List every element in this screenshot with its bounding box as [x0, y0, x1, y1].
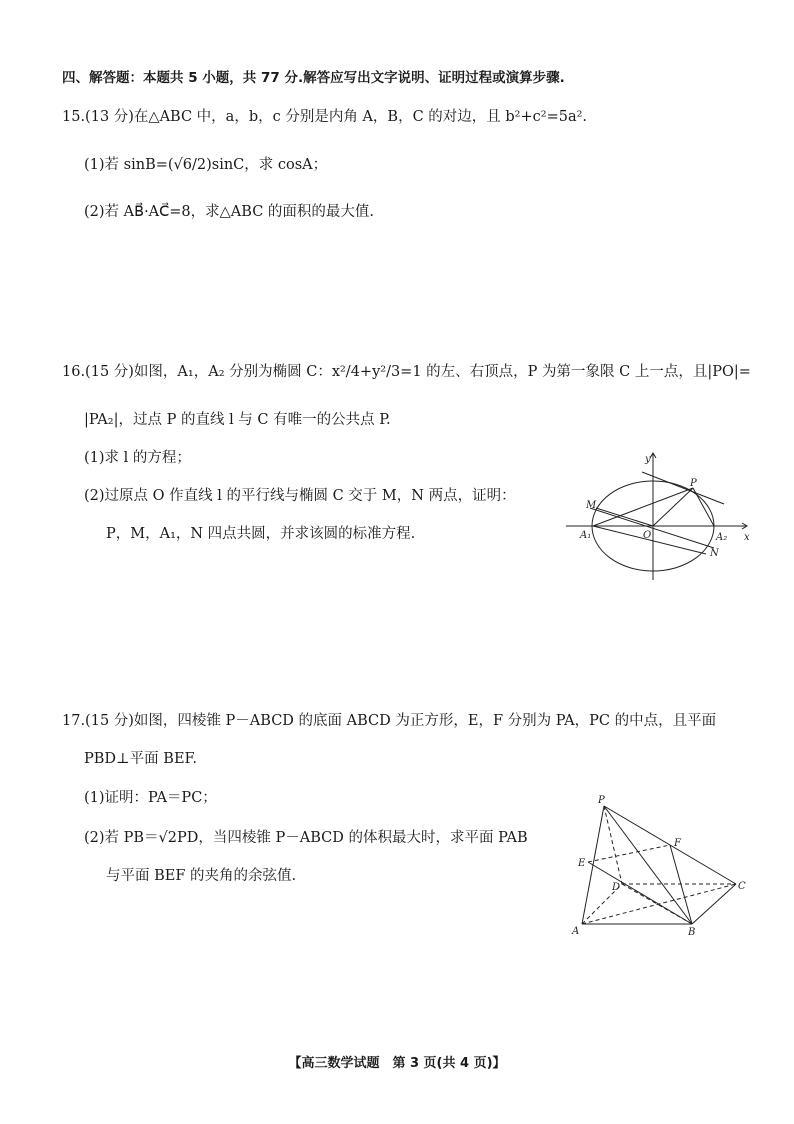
problem-16-part-2: (2)过原点 O 作直线 l 的平行线与椭圆 C 交于 M，N 两点，证明： [84, 488, 516, 504]
problem-16-statement: 16.(15 分)如图，A₁，A₂ 分别为椭圆 C：x²/4+y²/3=1 的左、右顶点，P 为第一象限 C 上一点，且|PO|= [62, 364, 751, 380]
problem-15-statement: 15.(13 分)在△ABC 中，a，b，c 分别是内角 A，B，C 的对边，且 b²+c²=5a². [62, 109, 588, 125]
problem-17-statement-cont: PBD⊥平面 BEF. [84, 751, 197, 767]
segment-a1-p [593, 488, 693, 526]
label-b: B [688, 927, 696, 938]
segment-o-p [653, 488, 693, 526]
edge-pb [604, 806, 692, 924]
label-d: D [612, 882, 621, 893]
problem-16-part-2-cont: P，M，A₁，N 四点共圆，并求该圆的标准方程. [106, 526, 416, 542]
problem-17-part-1: (1)证明：PA＝PC； [84, 790, 217, 806]
label-a: A [572, 926, 580, 937]
problem-17-part-2-cont: 与平面 BEF 的夹角的余弦值. [106, 868, 297, 884]
line-mn [590, 508, 714, 548]
label-o: O [643, 530, 652, 541]
segment-ef [588, 845, 670, 862]
segment-a2-p [693, 488, 714, 526]
problem-15-part-1: (1)若 sinB=(√6/2)sinC，求 cosA； [84, 157, 328, 173]
label-x: x [744, 532, 750, 543]
label-p: P [598, 795, 605, 806]
label-n: N [710, 548, 719, 559]
segment-m-o [596, 508, 653, 526]
problem-17-part-2: (2)若 PB＝√2PD，当四棱锥 P－ABCD 的体积最大时，求平面 PAB [84, 830, 528, 846]
label-c: C [738, 881, 746, 892]
diagonal-ac [582, 884, 736, 924]
label-a2: A₂ [716, 532, 728, 543]
problem-17-statement: 17.(15 分)如图，四棱锥 P－ABCD 的底面 ABCD 为正方形，E，F 分别为 PA，PC 的中点，且平面 [62, 713, 717, 729]
pyramid-figure [570, 792, 750, 938]
label-p: P [690, 478, 697, 489]
problem-16-part-1: (1)求 l 的方程； [84, 450, 191, 466]
problem-15-part-2: (2)若 AB⃗·AC⃗=8，求△ABC 的面积的最大值. [84, 204, 375, 220]
tangent-line-l [642, 472, 724, 504]
segment-eb [588, 862, 692, 924]
problem-16-statement-cont: |PA₂|，过点 P 的直线 l 与 C 有唯一的公共点 P. [84, 412, 391, 428]
section-heading: 四、解答题：本题共 5 小题，共 77 分.解答应写出文字说明、证明过程或演算步骤. [62, 70, 565, 86]
label-m: M [586, 500, 597, 511]
label-e: E [578, 858, 586, 869]
label-f: F [674, 838, 681, 849]
label-y: y [645, 454, 651, 465]
label-a1: A₁ [580, 530, 592, 541]
ellipse-figure [566, 452, 752, 584]
page-footer: 【高三数学试题 第 3 页(共 4 页)】 [288, 1056, 506, 1071]
